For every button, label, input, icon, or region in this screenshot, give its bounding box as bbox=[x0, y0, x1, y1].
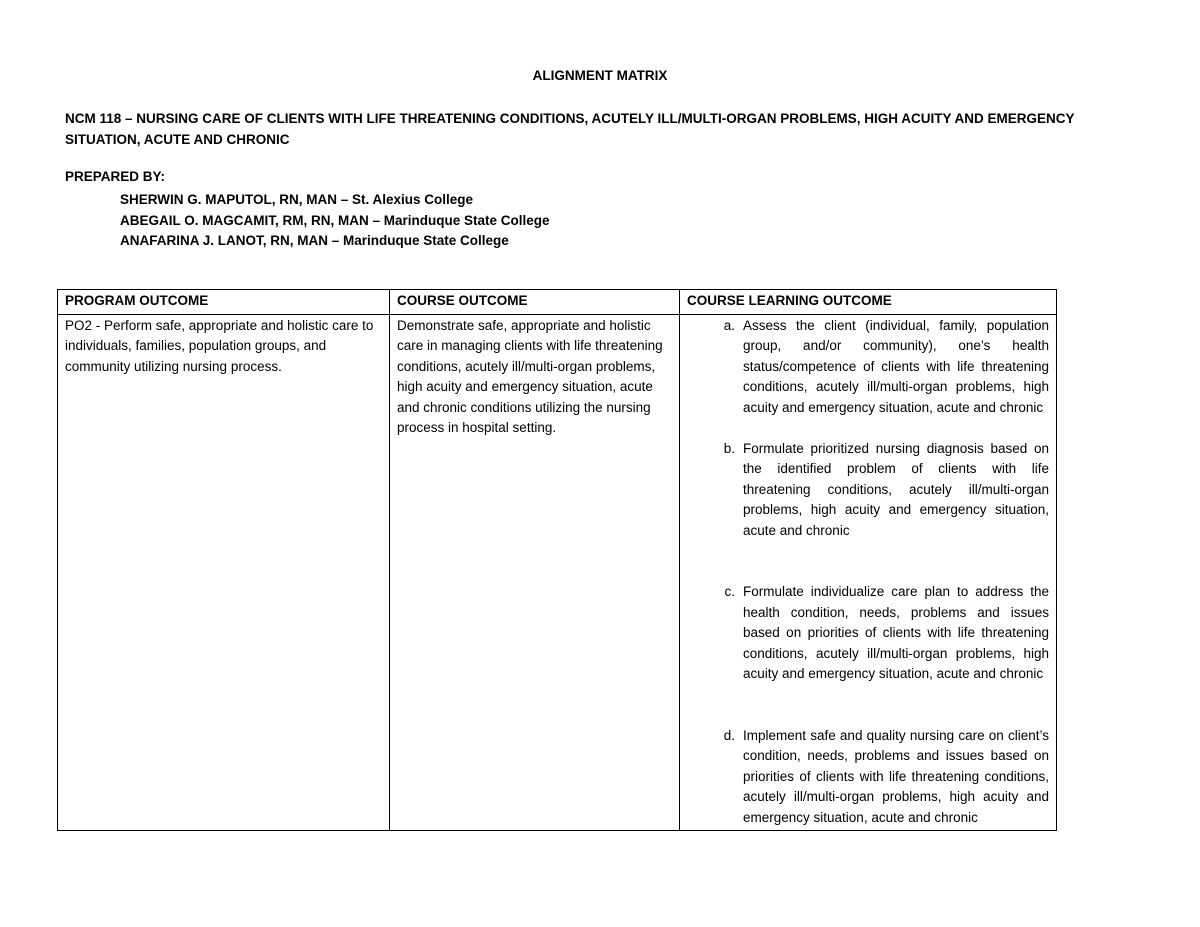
column-header-course-outcome: COURSE OUTCOME bbox=[390, 290, 680, 315]
course-outcome-cell: Demonstrate safe, appropriate and holistic care in managing clients with life threatening conditions, acutely ill/multi-organ problems, high acuity and emergency situation, acute and chronic conditions utilizing the nursing process in hospital setting. bbox=[390, 314, 680, 831]
list-item bbox=[687, 582, 1049, 685]
course-title: NCM 118 – NURSING CARE OF CLIENTS WITH LIFE THREATENING CONDITIONS, ACUTELY ILL/MULTI-ORGAN PROBLEMS, HIGH ACUITY AND EMERGENCY SITUATION, ACUTE AND CHRONIC bbox=[65, 111, 1075, 147]
list-item-text: Implement safe and quality nursing care on client’s condition, needs, problems and issues based on priorities of clients with life threatening conditions, acutely ill/multi-organ problems, high acuity and emergency situation, acute and chronic bbox=[743, 727, 1049, 825]
list-item-text: Formulate individualize care plan to address the health condition, needs, problems and issues based on priorities of clients with life threatening conditions, acutely ill/multi-organ problems, high acuity and emergency situation, acute and chronic bbox=[743, 584, 1049, 681]
column-header-course-learning-outcome: COURSE LEARNING OUTCOME bbox=[680, 290, 1057, 315]
program-outcome-cell: PO2 - Perform safe, appropriate and holistic care to individuals, families, population groups, and community utilizing nursing process. bbox=[58, 314, 390, 831]
page-title: ALIGNMENT MATRIX bbox=[532, 68, 668, 83]
preparers-list bbox=[120, 190, 550, 252]
preparer-name: SHERWIN G. MAPUTOL, RN, MAN – St. Alexius College bbox=[120, 192, 474, 207]
list-marker: c. bbox=[724, 584, 735, 599]
table-row bbox=[58, 314, 1057, 831]
list-item-text: Assess the client (individual, family, population group, and/or community), one’s health status/competence of clients with life threatening conditions, acutely ill/multi-organ problems, high acuity and emergency situation, acute and chronic bbox=[743, 317, 1049, 415]
prepared-by-label: PREPARED BY: bbox=[65, 169, 166, 184]
learning-outcomes-list bbox=[687, 316, 1049, 829]
table-header-row bbox=[58, 290, 1057, 315]
column-header-program-outcome: PROGRAM OUTCOME bbox=[58, 290, 390, 315]
learning-outcomes-cell bbox=[680, 314, 1057, 831]
list-marker: b. bbox=[723, 440, 735, 456]
alignment-matrix-table bbox=[57, 289, 1057, 831]
list-item bbox=[687, 726, 1049, 829]
list-item bbox=[687, 316, 1049, 419]
list-marker: a. bbox=[723, 317, 735, 333]
list-item bbox=[687, 439, 1049, 542]
list-marker: d. bbox=[723, 727, 735, 743]
list-item-text: Formulate prioritized nursing diagnosis based on the identified problem of clients with life threatening conditions, acutely ill/multi-organ problems, high acuity and emergency situation, acute and chronic bbox=[743, 440, 1049, 538]
preparer-name: ABEGAIL O. MAGCAMIT, RM, RN, MAN – Marinduque State College bbox=[120, 212, 550, 228]
preparer-name: ANAFARINA J. LANOT, RN, MAN – Marinduque State College bbox=[120, 233, 509, 248]
